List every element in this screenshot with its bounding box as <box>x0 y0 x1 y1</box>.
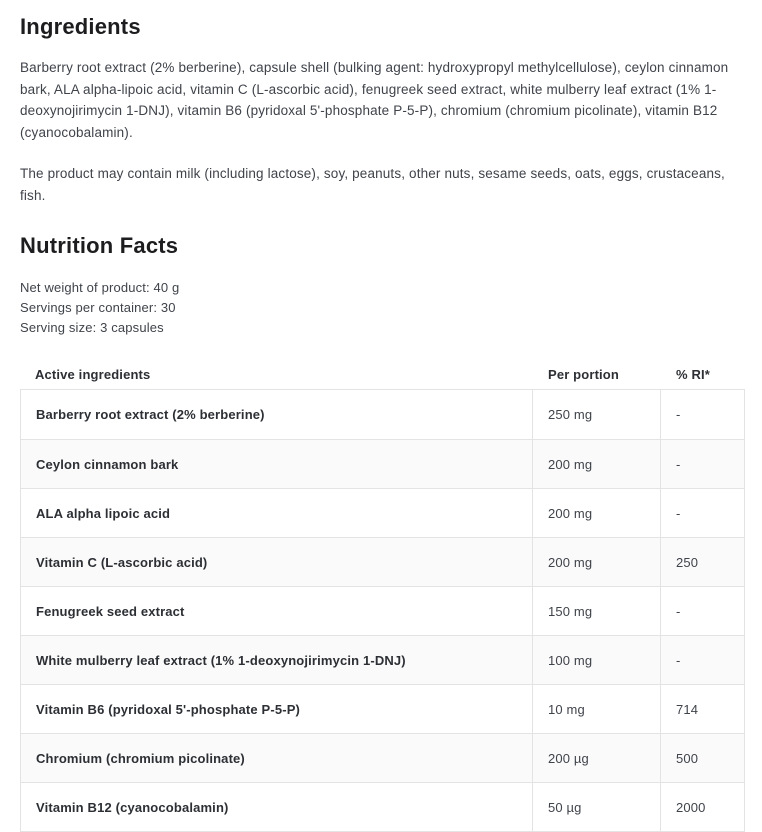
cell-ingredient-name: Vitamin B12 (cyanocobalamin) <box>36 799 229 815</box>
cell-ingredient-name: White mulberry leaf extract (1% 1-deoxynojirimycin 1-DNJ) <box>36 652 406 668</box>
table-row <box>21 684 744 733</box>
cell-per-portion: 100 mg <box>532 636 660 684</box>
cell-ingredient-name: Fenugreek seed extract <box>36 603 185 619</box>
cell-ri: 250 <box>660 538 744 586</box>
cell-ingredient-name: Barberry root extract (2% berberine) <box>36 407 265 422</box>
table-row <box>21 782 744 831</box>
ingredients-section-title: Ingredients <box>20 14 141 39</box>
table-row <box>21 537 744 586</box>
cell-per-portion: 200 mg <box>532 489 660 537</box>
table-row <box>21 390 744 439</box>
table-row <box>21 733 744 782</box>
cell-ingredient-name: Chromium (chromium picolinate) <box>36 750 245 766</box>
ingredients-composition-text: Barberry root extract (2% berberine), capsule shell (bulking agent: hydroxypropyl methylcellulose), ceylon cinnamon bark, ALA alpha-lipoic acid, vitamin C (L-ascorbic acid), fenugreek seed extract, white mulberry leaf extract (1% 1-deoxynojirimycin 1-DNJ), vitamin B6 (pyridoxal 5'-phosphate P-5-P), chromium (chromium picolinate), vitamin B12 (cyanocobalamin). <box>20 60 729 140</box>
servings-per-container-line: Servings per container: 30 <box>20 300 176 315</box>
table-row <box>21 586 744 635</box>
column-header-active-ingredients: Active ingredients <box>35 366 151 382</box>
net-weight-line: Net weight of product: 40 g <box>20 280 180 295</box>
cell-ri: - <box>660 489 744 537</box>
cell-ingredient-name: Vitamin B6 (pyridoxal 5'-phosphate P-5-P) <box>36 701 300 717</box>
cell-ri: 500 <box>660 734 744 782</box>
column-header-per-portion: Per portion <box>548 366 619 382</box>
allergens-notice-text: The product may contain milk (including lactose), soy, peanuts, other nuts, sesame seeds, oats, eggs, crustaceans, fish. <box>20 166 725 203</box>
cell-per-portion: 200 µg <box>532 734 660 782</box>
nutrition-table-body <box>20 389 745 832</box>
nutrition-meta-block <box>20 278 745 338</box>
cell-per-portion: 150 mg <box>532 587 660 635</box>
cell-ri: 714 <box>660 685 744 733</box>
cell-ri: - <box>660 636 744 684</box>
cell-ri: - <box>660 440 744 488</box>
cell-per-portion: 200 mg <box>532 440 660 488</box>
table-row <box>21 488 744 537</box>
column-header-ri: % RI* <box>676 366 710 382</box>
cell-ingredient-name: Ceylon cinnamon bark <box>36 456 179 472</box>
cell-per-portion: 10 mg <box>532 685 660 733</box>
cell-ri: 2000 <box>660 783 744 831</box>
cell-ingredient-name: Vitamin C (L-ascorbic acid) <box>36 554 208 570</box>
cell-per-portion: 50 µg <box>532 783 660 831</box>
table-row <box>21 439 744 488</box>
cell-ri: - <box>660 390 744 439</box>
nutrition-table-header-row <box>20 359 745 389</box>
cell-ingredient-name: ALA alpha lipoic acid <box>36 505 171 521</box>
nutrition-facts-section-title: Nutrition Facts <box>20 233 179 258</box>
cell-per-portion: 250 mg <box>532 390 660 439</box>
cell-per-portion: 200 mg <box>532 538 660 586</box>
cell-ri: - <box>660 587 744 635</box>
table-row <box>21 635 744 684</box>
serving-size-line: Serving size: 3 capsules <box>20 320 164 335</box>
